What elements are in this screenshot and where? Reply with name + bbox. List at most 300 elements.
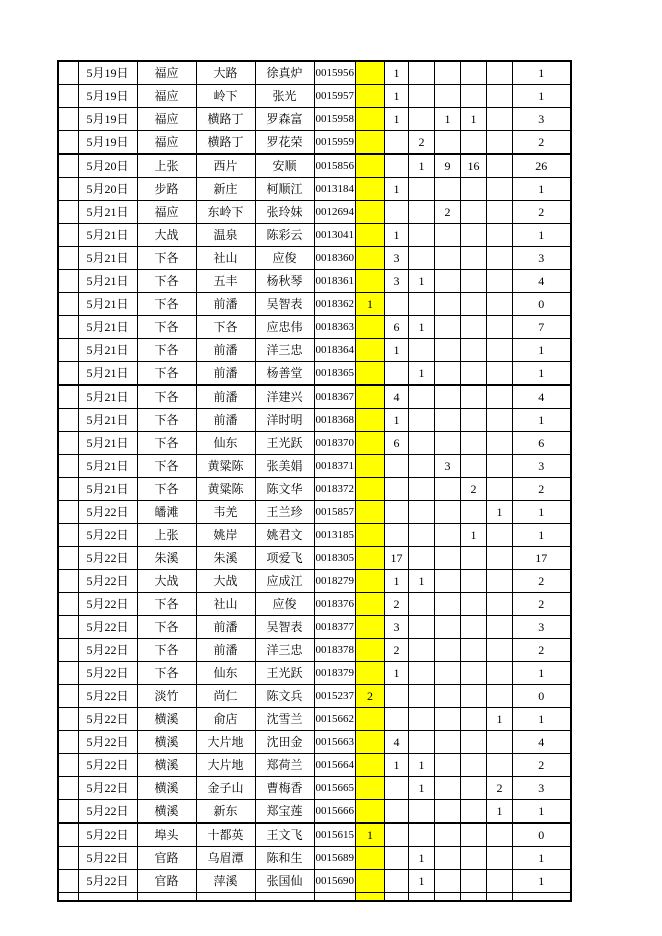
cell-village[interactable]: 社山 xyxy=(196,593,255,616)
cell-hl[interactable] xyxy=(356,224,385,247)
cell-village[interactable]: 西片 xyxy=(196,154,255,178)
cell-id[interactable]: 0018367 xyxy=(314,385,356,409)
cell-date[interactable]: 5月21日 xyxy=(78,247,137,270)
cell-blank[interactable] xyxy=(58,478,78,501)
cell-town[interactable]: 横溪 xyxy=(137,777,196,800)
cell-hl[interactable] xyxy=(356,870,385,893)
cell-person[interactable]: 罗花荣 xyxy=(255,131,314,155)
cell-total[interactable]: 4 xyxy=(513,731,571,754)
cell-c3[interactable] xyxy=(435,823,461,847)
cell-blank[interactable] xyxy=(58,547,78,570)
cell-total[interactable]: 1 xyxy=(513,662,571,685)
cell-c2[interactable] xyxy=(409,731,435,754)
cell-village[interactable] xyxy=(196,893,255,902)
cell-total[interactable]: 0 xyxy=(513,293,571,316)
cell-village[interactable]: 大片地 xyxy=(196,754,255,777)
cell-blank[interactable] xyxy=(58,893,78,902)
cell-date[interactable]: 5月21日 xyxy=(78,385,137,409)
cell-hl[interactable] xyxy=(356,131,385,155)
cell-c3[interactable]: 1 xyxy=(435,108,461,131)
cell-c2[interactable]: 1 xyxy=(409,570,435,593)
cell-person[interactable]: 王光跃 xyxy=(255,432,314,455)
cell-town[interactable]: 下各 xyxy=(137,362,196,386)
cell-person[interactable]: 应成江 xyxy=(255,570,314,593)
cell-total[interactable]: 1 xyxy=(513,224,571,247)
cell-person[interactable]: 洋三忠 xyxy=(255,339,314,362)
cell-blank[interactable] xyxy=(58,108,78,131)
cell-person[interactable]: 沈田金 xyxy=(255,731,314,754)
cell-village[interactable]: 前潘 xyxy=(196,339,255,362)
cell-blank[interactable] xyxy=(58,708,78,731)
cell-c3[interactable]: 3 xyxy=(435,455,461,478)
cell-c2[interactable] xyxy=(409,432,435,455)
cell-c1[interactable]: 1 xyxy=(385,61,409,85)
cell-id[interactable]: 0018365 xyxy=(314,362,356,386)
cell-town[interactable]: 横溪 xyxy=(137,708,196,731)
cell-c3[interactable] xyxy=(435,708,461,731)
cell-c5[interactable] xyxy=(487,616,513,639)
cell-c3[interactable] xyxy=(435,339,461,362)
cell-hl[interactable] xyxy=(356,201,385,224)
cell-hl[interactable] xyxy=(356,478,385,501)
cell-town[interactable]: 下各 xyxy=(137,616,196,639)
cell-village[interactable]: 大路 xyxy=(196,61,255,85)
cell-c2[interactable] xyxy=(409,455,435,478)
cell-total[interactable]: 1 xyxy=(513,339,571,362)
cell-town[interactable]: 下各 xyxy=(137,432,196,455)
cell-town[interactable]: 下各 xyxy=(137,339,196,362)
cell-c5[interactable] xyxy=(487,270,513,293)
cell-c1[interactable]: 1 xyxy=(385,224,409,247)
cell-id[interactable]: 0015956 xyxy=(314,61,356,85)
cell-c5[interactable] xyxy=(487,847,513,870)
cell-c4[interactable] xyxy=(461,639,487,662)
cell-c1[interactable] xyxy=(385,893,409,902)
cell-c4[interactable] xyxy=(461,570,487,593)
cell-village[interactable]: 金子山 xyxy=(196,777,255,800)
cell-date[interactable]: 5月21日 xyxy=(78,270,137,293)
cell-person[interactable]: 杨善堂 xyxy=(255,362,314,386)
cell-id[interactable]: 0013041 xyxy=(314,224,356,247)
cell-c3[interactable] xyxy=(435,270,461,293)
cell-village[interactable]: 社山 xyxy=(196,247,255,270)
cell-c3[interactable] xyxy=(435,800,461,824)
cell-c4[interactable]: 2 xyxy=(461,478,487,501)
cell-c1[interactable]: 2 xyxy=(385,639,409,662)
cell-blank[interactable] xyxy=(58,639,78,662)
cell-id[interactable]: 0018305 xyxy=(314,547,356,570)
cell-c3[interactable] xyxy=(435,61,461,85)
cell-date[interactable]: 5月21日 xyxy=(78,409,137,432)
cell-date[interactable]: 5月21日 xyxy=(78,432,137,455)
cell-person[interactable]: 姚君文 xyxy=(255,524,314,547)
cell-id[interactable]: 0015615 xyxy=(314,823,356,847)
cell-date[interactable]: 5月22日 xyxy=(78,754,137,777)
cell-c3[interactable] xyxy=(435,524,461,547)
cell-blank[interactable] xyxy=(58,247,78,270)
cell-c1[interactable]: 2 xyxy=(385,593,409,616)
cell-c5[interactable] xyxy=(487,570,513,593)
cell-date[interactable]: 5月19日 xyxy=(78,108,137,131)
cell-c4[interactable]: 1 xyxy=(461,524,487,547)
cell-date[interactable]: 5月21日 xyxy=(78,201,137,224)
cell-id[interactable]: 0013184 xyxy=(314,178,356,201)
cell-blank[interactable] xyxy=(58,870,78,893)
cell-person[interactable]: 王光跃 xyxy=(255,662,314,685)
cell-c2[interactable] xyxy=(409,478,435,501)
cell-c4[interactable] xyxy=(461,501,487,524)
cell-town[interactable]: 大战 xyxy=(137,570,196,593)
cell-c4[interactable] xyxy=(461,547,487,570)
cell-c2[interactable]: 1 xyxy=(409,754,435,777)
cell-c4[interactable] xyxy=(461,339,487,362)
cell-c3[interactable] xyxy=(435,478,461,501)
cell-c4[interactable] xyxy=(461,201,487,224)
cell-c5[interactable]: 1 xyxy=(487,708,513,731)
cell-id[interactable]: 0013185 xyxy=(314,524,356,547)
cell-person[interactable]: 项爱飞 xyxy=(255,547,314,570)
cell-c1[interactable] xyxy=(385,201,409,224)
cell-id[interactable]: 0015663 xyxy=(314,731,356,754)
cell-c4[interactable] xyxy=(461,316,487,339)
cell-c1[interactable]: 3 xyxy=(385,616,409,639)
cell-blank[interactable] xyxy=(58,777,78,800)
cell-total[interactable] xyxy=(513,893,571,902)
cell-hl[interactable] xyxy=(356,339,385,362)
cell-id[interactable]: 0015959 xyxy=(314,131,356,155)
cell-c2[interactable] xyxy=(409,893,435,902)
cell-c4[interactable] xyxy=(461,754,487,777)
cell-c4[interactable] xyxy=(461,593,487,616)
cell-date[interactable]: 5月22日 xyxy=(78,570,137,593)
cell-total[interactable]: 26 xyxy=(513,154,571,178)
cell-blank[interactable] xyxy=(58,339,78,362)
cell-hl[interactable] xyxy=(356,662,385,685)
cell-c1[interactable]: 1 xyxy=(385,754,409,777)
cell-village[interactable]: 姚岸 xyxy=(196,524,255,547)
cell-id[interactable]: 0018361 xyxy=(314,270,356,293)
cell-village[interactable]: 新东 xyxy=(196,800,255,824)
cell-blank[interactable] xyxy=(58,293,78,316)
cell-c3[interactable] xyxy=(435,593,461,616)
cell-village[interactable]: 黄粱陈 xyxy=(196,478,255,501)
cell-c4[interactable] xyxy=(461,800,487,824)
cell-c1[interactable] xyxy=(385,847,409,870)
cell-c2[interactable]: 1 xyxy=(409,847,435,870)
cell-date[interactable]: 5月19日 xyxy=(78,61,137,85)
cell-c4[interactable] xyxy=(461,224,487,247)
cell-c3[interactable] xyxy=(435,85,461,108)
cell-town[interactable]: 下各 xyxy=(137,639,196,662)
cell-c1[interactable]: 17 xyxy=(385,547,409,570)
cell-hl[interactable] xyxy=(356,270,385,293)
cell-c1[interactable] xyxy=(385,455,409,478)
cell-village[interactable]: 大战 xyxy=(196,570,255,593)
cell-date[interactable]: 5月22日 xyxy=(78,823,137,847)
cell-total[interactable]: 2 xyxy=(513,131,571,155)
cell-person[interactable]: 王兰珍 xyxy=(255,501,314,524)
cell-hl[interactable] xyxy=(356,154,385,178)
cell-date[interactable]: 5月21日 xyxy=(78,478,137,501)
cell-date[interactable]: 5月20日 xyxy=(78,178,137,201)
cell-hl[interactable]: 2 xyxy=(356,685,385,708)
cell-c3[interactable] xyxy=(435,754,461,777)
cell-person[interactable]: 张玲妹 xyxy=(255,201,314,224)
cell-c4[interactable] xyxy=(461,777,487,800)
cell-village[interactable]: 横路丁 xyxy=(196,131,255,155)
cell-town[interactable]: 横溪 xyxy=(137,800,196,824)
cell-c5[interactable] xyxy=(487,339,513,362)
cell-town[interactable]: 福应 xyxy=(137,131,196,155)
cell-town[interactable]: 福应 xyxy=(137,201,196,224)
cell-c4[interactable] xyxy=(461,385,487,409)
cell-village[interactable]: 前潘 xyxy=(196,639,255,662)
cell-c1[interactable]: 1 xyxy=(385,178,409,201)
cell-blank[interactable] xyxy=(58,455,78,478)
cell-person[interactable]: 张美娟 xyxy=(255,455,314,478)
cell-c5[interactable] xyxy=(487,639,513,662)
cell-blank[interactable] xyxy=(58,800,78,824)
cell-c1[interactable] xyxy=(385,800,409,824)
cell-c5[interactable] xyxy=(487,478,513,501)
cell-total[interactable]: 7 xyxy=(513,316,571,339)
cell-c5[interactable] xyxy=(487,385,513,409)
cell-id[interactable]: 0015662 xyxy=(314,708,356,731)
cell-c1[interactable]: 4 xyxy=(385,731,409,754)
cell-date[interactable]: 5月19日 xyxy=(78,131,137,155)
cell-c3[interactable] xyxy=(435,685,461,708)
cell-c3[interactable]: 9 xyxy=(435,154,461,178)
cell-town[interactable]: 横溪 xyxy=(137,754,196,777)
cell-c2[interactable] xyxy=(409,823,435,847)
cell-c1[interactable] xyxy=(385,293,409,316)
cell-c4[interactable] xyxy=(461,61,487,85)
cell-village[interactable]: 仙东 xyxy=(196,432,255,455)
cell-total[interactable]: 1 xyxy=(513,178,571,201)
cell-total[interactable]: 2 xyxy=(513,570,571,593)
cell-person[interactable] xyxy=(255,893,314,902)
cell-c1[interactable]: 4 xyxy=(385,385,409,409)
cell-hl[interactable] xyxy=(356,432,385,455)
cell-blank[interactable] xyxy=(58,593,78,616)
cell-c3[interactable] xyxy=(435,777,461,800)
cell-c1[interactable]: 1 xyxy=(385,108,409,131)
cell-person[interactable]: 王文飞 xyxy=(255,823,314,847)
cell-c5[interactable]: 2 xyxy=(487,777,513,800)
cell-village[interactable]: 岭下 xyxy=(196,85,255,108)
cell-date[interactable]: 5月22日 xyxy=(78,593,137,616)
cell-c5[interactable] xyxy=(487,247,513,270)
cell-id[interactable]: 0018363 xyxy=(314,316,356,339)
cell-total[interactable]: 1 xyxy=(513,61,571,85)
cell-person[interactable]: 洋时明 xyxy=(255,409,314,432)
cell-person[interactable]: 柯顺江 xyxy=(255,178,314,201)
cell-hl[interactable] xyxy=(356,547,385,570)
cell-hl[interactable] xyxy=(356,108,385,131)
cell-c5[interactable] xyxy=(487,108,513,131)
cell-total[interactable]: 2 xyxy=(513,754,571,777)
cell-c5[interactable] xyxy=(487,547,513,570)
cell-person[interactable]: 张国仙 xyxy=(255,870,314,893)
cell-total[interactable]: 2 xyxy=(513,639,571,662)
cell-blank[interactable] xyxy=(58,524,78,547)
cell-blank[interactable] xyxy=(58,178,78,201)
cell-id[interactable]: 0018368 xyxy=(314,409,356,432)
cell-blank[interactable] xyxy=(58,61,78,85)
cell-hl[interactable] xyxy=(356,570,385,593)
cell-c3[interactable] xyxy=(435,662,461,685)
cell-town[interactable]: 下各 xyxy=(137,247,196,270)
cell-c4[interactable] xyxy=(461,131,487,155)
cell-c1[interactable] xyxy=(385,362,409,386)
cell-c3[interactable] xyxy=(435,547,461,570)
cell-date[interactable]: 5月22日 xyxy=(78,639,137,662)
cell-village[interactable]: 韦羌 xyxy=(196,501,255,524)
cell-c4[interactable] xyxy=(461,823,487,847)
cell-id[interactable]: 0018372 xyxy=(314,478,356,501)
cell-c4[interactable] xyxy=(461,455,487,478)
cell-date[interactable]: 5月20日 xyxy=(78,154,137,178)
cell-id[interactable]: 0018371 xyxy=(314,455,356,478)
cell-c2[interactable] xyxy=(409,201,435,224)
cell-blank[interactable] xyxy=(58,823,78,847)
cell-c2[interactable] xyxy=(409,593,435,616)
cell-town[interactable]: 横溪 xyxy=(137,731,196,754)
cell-total[interactable]: 3 xyxy=(513,777,571,800)
cell-c1[interactable]: 1 xyxy=(385,85,409,108)
cell-c2[interactable]: 1 xyxy=(409,362,435,386)
cell-c5[interactable] xyxy=(487,455,513,478)
cell-c5[interactable] xyxy=(487,685,513,708)
cell-village[interactable]: 尚仁 xyxy=(196,685,255,708)
cell-c3[interactable]: 2 xyxy=(435,201,461,224)
cell-c1[interactable] xyxy=(385,870,409,893)
cell-hl[interactable] xyxy=(356,409,385,432)
cell-c2[interactable] xyxy=(409,547,435,570)
cell-blank[interactable] xyxy=(58,131,78,155)
cell-c5[interactable] xyxy=(487,224,513,247)
cell-c4[interactable] xyxy=(461,870,487,893)
cell-c3[interactable] xyxy=(435,616,461,639)
cell-town[interactable]: 上张 xyxy=(137,524,196,547)
cell-hl[interactable] xyxy=(356,708,385,731)
cell-town[interactable]: 埠头 xyxy=(137,823,196,847)
cell-c5[interactable] xyxy=(487,61,513,85)
cell-total[interactable]: 1 xyxy=(513,524,571,547)
cell-town[interactable]: 福应 xyxy=(137,85,196,108)
cell-person[interactable]: 陈文兵 xyxy=(255,685,314,708)
cell-town[interactable]: 皤滩 xyxy=(137,501,196,524)
cell-village[interactable]: 前潘 xyxy=(196,616,255,639)
cell-person[interactable]: 郑荷兰 xyxy=(255,754,314,777)
cell-c4[interactable] xyxy=(461,662,487,685)
cell-total[interactable]: 1 xyxy=(513,362,571,386)
cell-person[interactable]: 应俊 xyxy=(255,247,314,270)
cell-town[interactable]: 淡竹 xyxy=(137,685,196,708)
cell-c5[interactable] xyxy=(487,316,513,339)
cell-id[interactable]: 0012694 xyxy=(314,201,356,224)
cell-village[interactable]: 十都英 xyxy=(196,823,255,847)
cell-c4[interactable] xyxy=(461,616,487,639)
cell-total[interactable]: 1 xyxy=(513,800,571,824)
cell-id[interactable]: 0015237 xyxy=(314,685,356,708)
cell-village[interactable]: 前潘 xyxy=(196,409,255,432)
cell-c3[interactable] xyxy=(435,639,461,662)
cell-c5[interactable] xyxy=(487,662,513,685)
cell-c1[interactable] xyxy=(385,524,409,547)
cell-date[interactable]: 5月21日 xyxy=(78,293,137,316)
cell-hl[interactable] xyxy=(356,316,385,339)
cell-date[interactable]: 5月22日 xyxy=(78,800,137,824)
cell-total[interactable]: 3 xyxy=(513,108,571,131)
cell-c3[interactable] xyxy=(435,247,461,270)
cell-c2[interactable] xyxy=(409,616,435,639)
cell-c4[interactable] xyxy=(461,178,487,201)
cell-village[interactable]: 前潘 xyxy=(196,362,255,386)
cell-hl[interactable] xyxy=(356,731,385,754)
cell-person[interactable]: 曹梅香 xyxy=(255,777,314,800)
cell-total[interactable]: 3 xyxy=(513,455,571,478)
cell-village[interactable]: 五丰 xyxy=(196,270,255,293)
cell-c2[interactable] xyxy=(409,662,435,685)
cell-c3[interactable] xyxy=(435,570,461,593)
cell-blank[interactable] xyxy=(58,432,78,455)
cell-hl[interactable] xyxy=(356,800,385,824)
cell-person[interactable]: 陈文华 xyxy=(255,478,314,501)
cell-c4[interactable] xyxy=(461,85,487,108)
cell-town[interactable]: 福应 xyxy=(137,108,196,131)
cell-c3[interactable] xyxy=(435,178,461,201)
cell-town[interactable]: 大战 xyxy=(137,224,196,247)
cell-c2[interactable] xyxy=(409,85,435,108)
cell-c1[interactable]: 6 xyxy=(385,432,409,455)
cell-c1[interactable] xyxy=(385,685,409,708)
cell-id[interactable]: 0018364 xyxy=(314,339,356,362)
cell-person[interactable]: 徐真炉 xyxy=(255,61,314,85)
cell-c2[interactable] xyxy=(409,61,435,85)
cell-total[interactable]: 1 xyxy=(513,501,571,524)
cell-total[interactable]: 1 xyxy=(513,847,571,870)
cell-blank[interactable] xyxy=(58,570,78,593)
cell-hl[interactable] xyxy=(356,178,385,201)
cell-total[interactable]: 1 xyxy=(513,708,571,731)
cell-total[interactable]: 6 xyxy=(513,432,571,455)
cell-blank[interactable] xyxy=(58,316,78,339)
cell-hl[interactable] xyxy=(356,754,385,777)
cell-c4[interactable] xyxy=(461,708,487,731)
cell-c3[interactable] xyxy=(435,385,461,409)
cell-hl[interactable] xyxy=(356,847,385,870)
cell-c5[interactable] xyxy=(487,593,513,616)
cell-c2[interactable] xyxy=(409,639,435,662)
cell-c5[interactable] xyxy=(487,893,513,902)
cell-c3[interactable] xyxy=(435,893,461,902)
cell-c3[interactable] xyxy=(435,131,461,155)
cell-total[interactable]: 1 xyxy=(513,870,571,893)
cell-town[interactable]: 下各 xyxy=(137,293,196,316)
cell-c1[interactable] xyxy=(385,154,409,178)
cell-c1[interactable] xyxy=(385,823,409,847)
cell-c5[interactable] xyxy=(487,201,513,224)
cell-date[interactable]: 5月22日 xyxy=(78,501,137,524)
cell-c2[interactable] xyxy=(409,385,435,409)
cell-id[interactable] xyxy=(314,893,356,902)
cell-c5[interactable] xyxy=(487,524,513,547)
cell-person[interactable]: 张光 xyxy=(255,85,314,108)
cell-id[interactable]: 0015666 xyxy=(314,800,356,824)
cell-hl[interactable] xyxy=(356,777,385,800)
cell-c2[interactable] xyxy=(409,800,435,824)
